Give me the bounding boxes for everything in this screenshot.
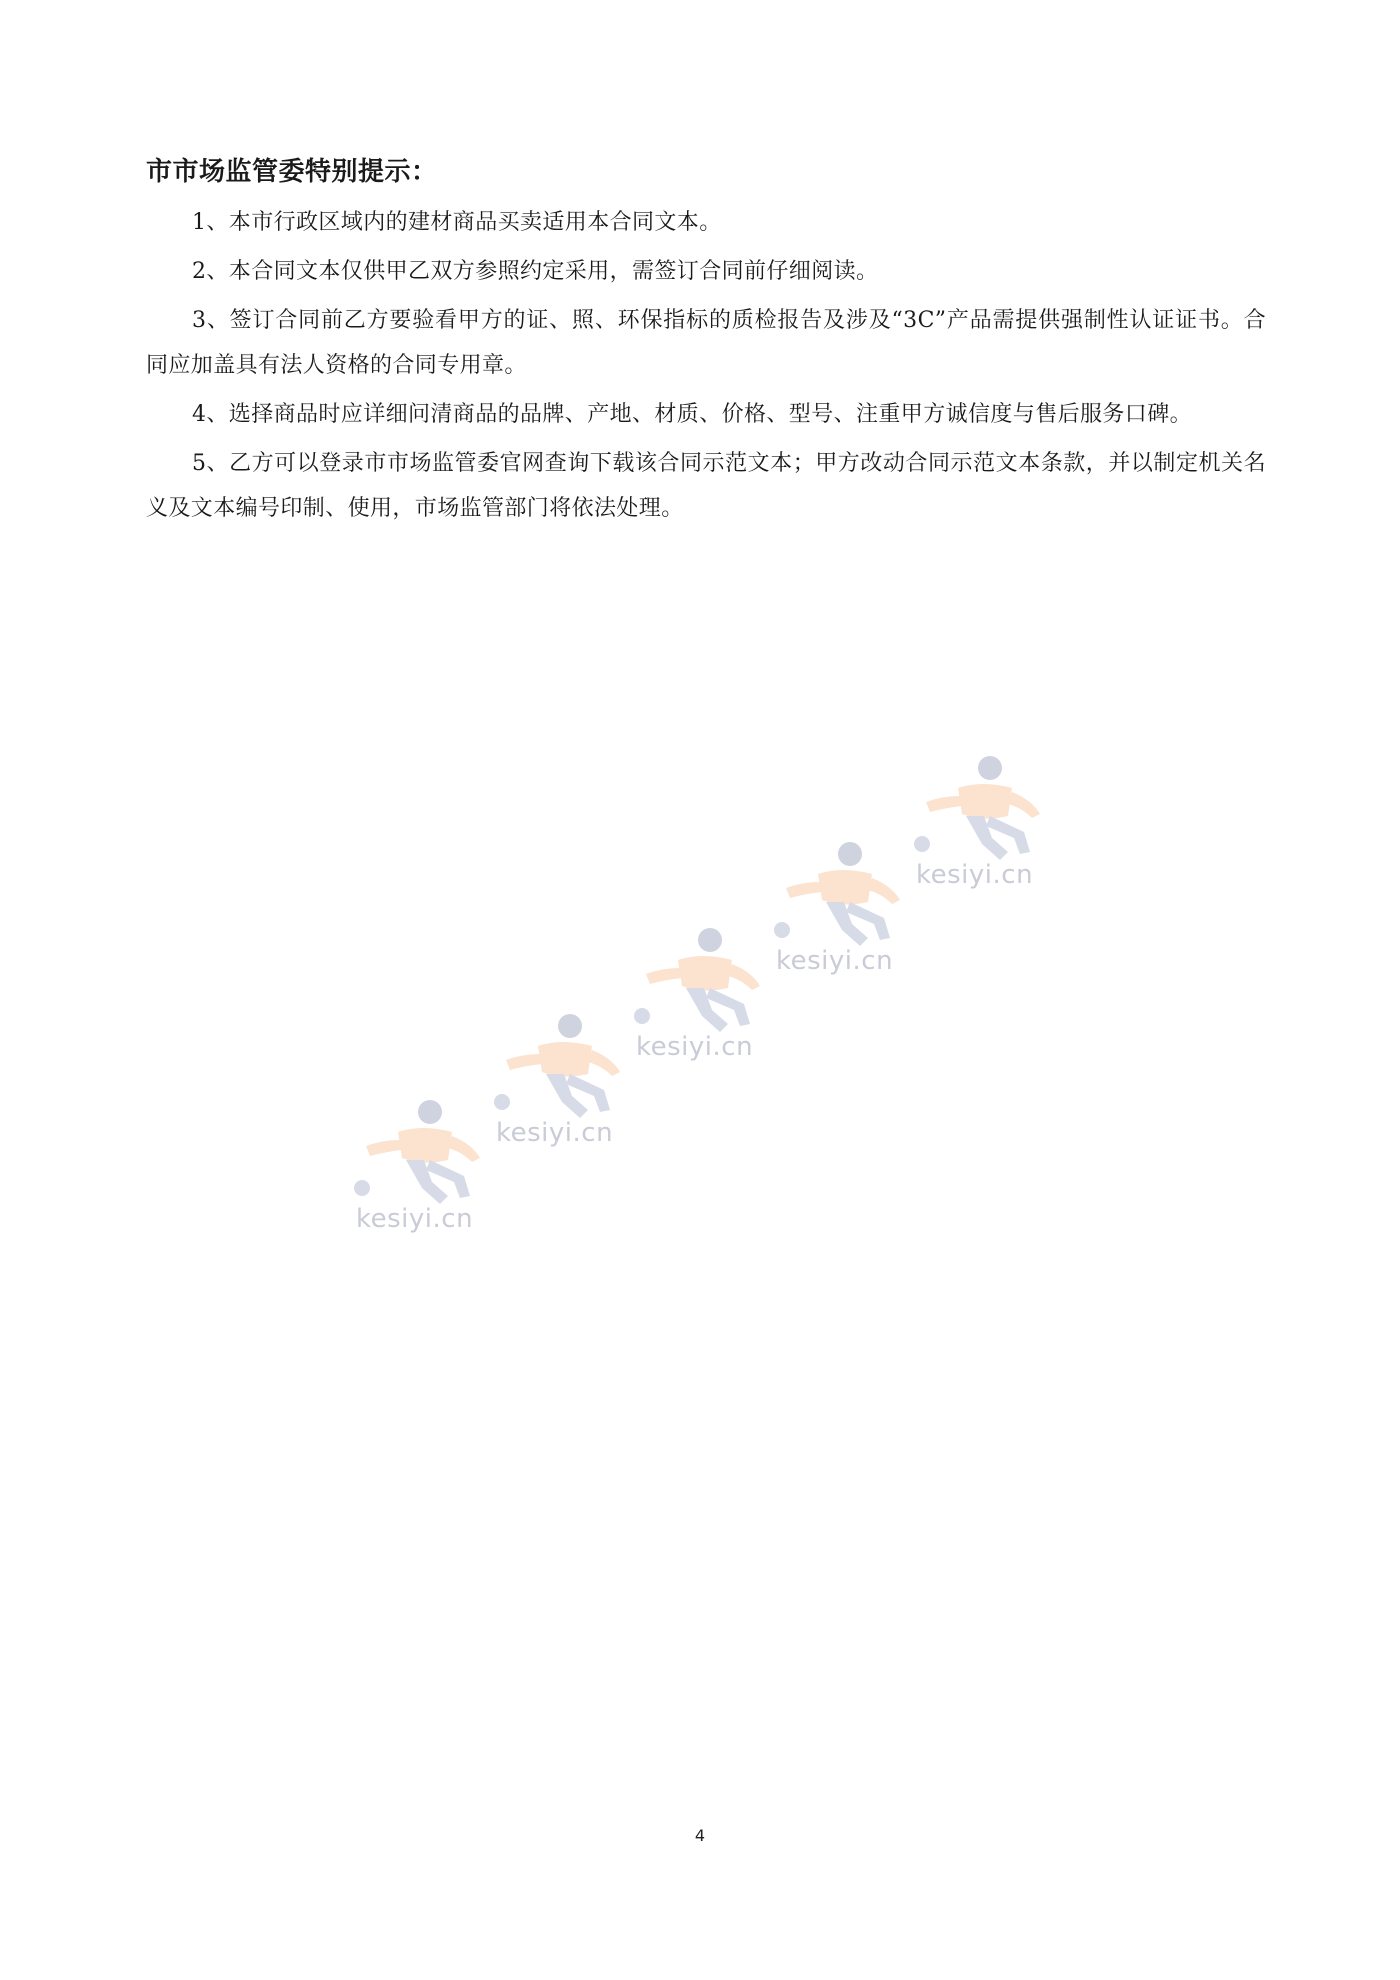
running-person-icon (492, 1010, 662, 1120)
watermark (352, 1096, 522, 1246)
watermark (772, 838, 942, 988)
notice-heading: 市市场监管委特别提示： (146, 157, 438, 187)
notice-item-3: 3、签订合同前乙方要验看甲方的证、照、环保指标的质检报告及涉及“3C”产品需提供强制性认证证书。合同应加盖具有法人资格的合同专用章。 (146, 308, 1266, 378)
running-person-icon (632, 924, 802, 1034)
watermark (912, 752, 1082, 902)
watermark (632, 924, 802, 1074)
running-person-icon (912, 752, 1082, 862)
page-number: 4 (694, 1826, 706, 1845)
notice-item-5: 5、乙方可以登录市市场监管委官网查询下载该合同示范文本；甲方改动合同示范文本条款，并以制定机关名义及文本编号印制、使用，市场监管部门将依法处理。 (146, 451, 1266, 521)
running-person-icon (772, 838, 942, 948)
notice-item-1: 1、本市行政区域内的建材商品买卖适用本合同文本。 (192, 210, 722, 235)
notice-section (146, 150, 1266, 535)
notice-item-2: 2、本合同文本仅供甲乙双方参照约定采用，需签订合同前仔细阅读。 (192, 259, 879, 284)
watermark-text: kesiyi.cn (776, 946, 894, 976)
watermark-text: kesiyi.cn (356, 1204, 474, 1234)
notice-item-4: 4、选择商品时应详细问清商品的品牌、产地、材质、价格、型号、注重甲方诚信度与售后服务口碑。 (192, 402, 1193, 427)
running-person-icon (352, 1096, 522, 1206)
watermark-text: kesiyi.cn (496, 1118, 614, 1148)
watermark-text: kesiyi.cn (636, 1032, 754, 1062)
watermark-text: kesiyi.cn (916, 860, 1034, 890)
watermark (492, 1010, 662, 1160)
